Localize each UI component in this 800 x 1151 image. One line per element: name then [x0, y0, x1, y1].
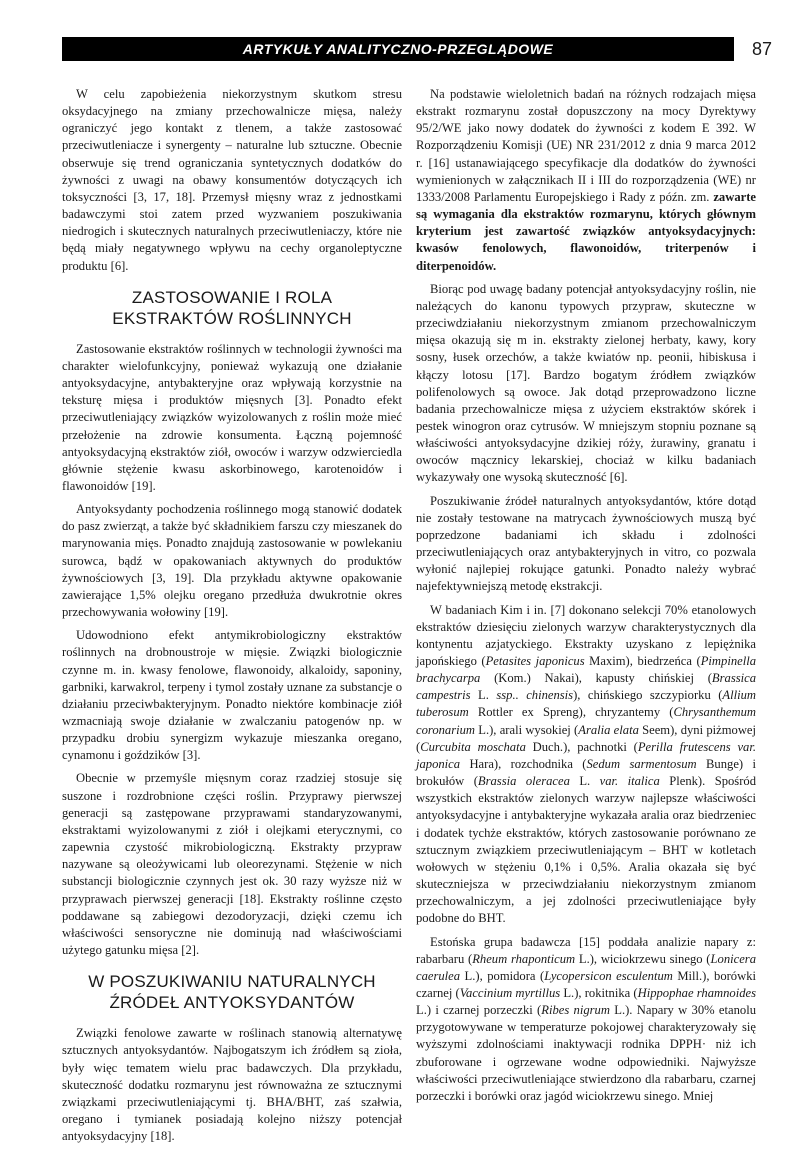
left-column — [62, 86, 402, 1151]
paragraph: W badaniach Kim i in. [7] dokonano selekcji 70% etanolowych ekstraktów dziesięciu zielonych warzyw charakterystycznych dla kontynentu azjatyckiego. Ekstrakty uzyskano z lepiężnika japońskiego (Petasites japonicus Maxim), biedrzeńca (Pimpinella brachycarpa (Kom.) Nakai), kapusty chińskiej (Brassica campestris L. ssp.. chinensis), chińskiego szczypiorku (Allium tuberosum Rottler ex Spreng), chryzantemy (Chrysanthemum coronarium L.), arali wysokiej (Aralia elata Seem), dyni piżmowej (Curcubita moschata Duch.), pachnotki (Perilla frutescens var. japonica Hara), rozchodnika (Sedum sarmentosum Bunge) i brokułów (Brassia oleracea L. var. italica Plenk). Spośród wszystkich ekstraktów zielonych warzyw najlepsze właściwości antyoksydacyjne i antybakteryjne wykazała aralia oraz biedrzeniec i dodatek tychże ekstraktów, których zastosowanie porównano ze sztucznym związkiem przeciwutleniającym – BHT w kotletach wołowych w stężeniu 0,1% i 0,5%. Aralia okazała się być skuteczniejsza w przeciwdziałaniu niekorzystnym zmianom przechowalniczym, a jej zdolności przeciwutleniające były podobne do BHT. — [416, 602, 756, 926]
paragraph: Antyoksydanty pochodzenia roślinnego mogą stanowić dodatek do pasz zwierząt, a także być składnikiem farszu czy mieszanek do marynowania mięs. Ponadto znajdują zastosowanie w powlekaniu surowca, bądź w opakowaniach aktywnych do produktów żywnościowych [3, 19]. Dla przykładu aktywne opakowanie zawierające 1,5% olejku oregano przedłuża dwukrotnie okres przechowywania wołowiny [19]. — [62, 502, 402, 620]
section-heading-application: ZASTOSOWANIE I ROLA EKSTRAKTÓW ROŚLINNYCH — [112, 287, 352, 328]
section-title: ARTYKUŁY ANALITYCZNO-PRZEGLĄDOWE — [242, 41, 554, 57]
paragraph: Obecnie w przemyśle mięsnym coraz rzadziej stosuje się suszone i rozdrobnione części roślin. Przyprawy pierwszej generacji są zastępowane przyprawami standaryzowanymi, ekstraktami wyizolowanymi z ziół i olejkami eterycznymi, co zapewnia czystość mikrobiologiczną. Ekstrakty przypraw nazywane są oleożywicami lub oleorezynami. Stężenie w nich substancji biologicznie czynnych jest ok. 30 razy wyższe niż w przyprawach pierwszej generacji [18]. Ekstrakty roślinne często poddawane są zabiegowi dezodoryzacji, dzięki czemu ich właściwości sensoryczne nie dominują nad właściwościami użytego gatunku mięsa [2]. — [62, 771, 402, 958]
section-heading-natural-sources: W POSZUKIWANIU NATURALNYCH ŹRÓDEŁ ANTYOKSYDANTÓW — [88, 972, 376, 1013]
page-number: 87 — [751, 39, 773, 59]
paragraph: Estońska grupa badawcza [15] poddała analizie napary z: rabarbaru (Rheum rhaponticum L.), wiciokrzewu sinego (Lonicera caerulea L.), pomidora (Lycopersicon esculentum Mill.), borówki czarnej (Vaccinium myrtillus L.), rokitnika (Hippophae rhamnoides L.) i czarnej porzeczki (Ribes nigrum L.). Napary w 30% etanolu przygotowywane w temperaturze pokojowej charakteryzowały się wyższymi zdolnościami inaktywacji rodnika DPPH· niż ich zbuforowane i ogrzewane wodne odpowiedniki. Najwyższe właściwości przeciwutleniające stwierdzono dla rabarbaru, czarnej porzeczki i borówki oraz jagód wiciokrzewu sinego. Mniej — [416, 934, 756, 1103]
bold-statement: zawarte są wymagania dla ekstraktów rozmarynu, których głównym kryterium jest zawartość związków antyoksydacyjnych: kwasów fenolowych, flawonoidów, triterpenów i diterpenoidów. — [416, 189, 756, 273]
paragraph: Poszukiwanie źródeł naturalnych antyoksydantów, które dotąd nie zostały testowane na matrycach żywnościowych muszą być poprzedzone badaniami ich składu i zdolności przeciwutleniających oraz antybakteryjnych in vitro, co pozwala wyłonić najlepiej rokujące gatunki. Ponadto należy wybrać najefektywniejszą metodę ekstrakcji. — [416, 493, 756, 594]
section-header-bar — [62, 37, 734, 61]
paragraph: Związki fenolowe zawarte w roślinach stanowią alternatywę sztucznych antyoksydantów. Najbogatszym ich źródłem są zioła, były więc tematem wielu prac badawczych. Dla przykładu, skuteczność dodatku rozmarynu jest równoważna ze sztucznymi związkami przeciwutleniającymi tj. BHA/BHT, zaś szałwia, oregano i tymianek posiadają kolejno niższy potencjał antyoksydacyjny [18]. — [62, 1026, 402, 1144]
paragraph: Na podstawie wieloletnich badań na różnych rodzajach mięsa ekstrakt rozmarynu został dopuszczony na mocy Dyrektywy 95/2/WE jako nowy dodatek do żywności z kodem E 392. W Rozporządzeniu Komisji (UE) NR 231/2012 z dnia 9 marca 2012 r. [16] ustanawiającego specyfikacje dla dodatków do żywności wymienionych w załącznikach II i III do rozporządzenia (WE) nr 1333/2008 Parlamentu Europejskiego i Rady z późn. zm. zawarte są wymagania dla ekstraktów rozmarynu, których głównym kryterium jest zawartość związków antyoksydacyjnych: kwasów fenolowych, flawonoidów, triterpenów i diterpenoidów. — [416, 87, 756, 273]
right-column — [416, 86, 756, 1111]
paragraph: W celu zapobieżenia niekorzystnym skutkom stresu oksydacyjnego na zmiany przechowalnicze mięsa, należy ograniczyć jego kontakt z tlenem, a także zastosować przeciwutleniacze i synergenty – naturalne lub sztuczne. Obecnie obserwuje się trend ograniczania syntetycznych dodatków do żywności z uwagi na obawy konsumentów dotyczących ich toksyczności [3, 17, 18]. Przemysł mięsny wraz z jednostkami badawczymi stoi zatem przed wyzwaniem poszukiwania niedrogich i skutecznych naturalnych przeciwutleniaczy, które nie będą miały negatywnego wpływu na cechy organoleptyczne produktu [6]. — [62, 87, 402, 273]
paragraph: Udowodniono efekt antymikrobiologiczny ekstraktów roślinnych na drobnoustroje w mięsie. Związki biologicznie czynne m. in. kwasy fenolowe, flawonoidy, alkaloidy, saponiny, garbniki, karwakrol, terpeny i tymol zostały uznane za substancje o działaniu przeciwbakteryjnym. Ponadto niektóre kombinacje ziół wzmacniają swoje działanie w zwalczaniu patogenów np. w przypadku drobiu synergizm wykazuje mieszanka oregano, cynamonu i goździków [3]. — [62, 628, 402, 763]
paragraph: Biorąc pod uwagę badany potencjał antyoksydacyjny roślin, nie należących do kanonu typowych przypraw, skuteczne w przeciwdziałaniu niekorzystnym zmianom przechowalniczym mięsa okazują się m in. ekstrakty zielonej herbaty, kawy, kory sosny, łusek orzechów, a także kwiatów np. peonii, hibiskusa i kłączy lotosu [17]. Bardzo bogatym źródłem związków polifenolowych są owoce. Jak dotąd przeprowadzono liczne badania przechowalnicze mięsa z użyciem ekstraktów skórek i pestek winogron oraz cytrusów. W mniejszym stopniu poznane są właściwości antyoksydacyjne dzikiej róży, żurawiny, granatu i owoców mącznicy lekarskiej, chociaż w kilku badaniach wykazywały one wysoką skuteczność [6]. — [416, 281, 756, 485]
paragraph: Zastosowanie ekstraktów roślinnych w technologii żywności ma charakter wielofunkcyjny, ponieważ wykazują one działanie antyoksydacyjne, antybakteryjne oraz wpływają korzystnie na teksturę mięsa i produktów mięsnych [3]. Ponadto efekt przeciwutleniający związków wyizolowanych z roślin może mieć przełożenie na zdrowie konsumenta. Łączną pojemność antyoksydacyjną ekstraktów ziół, owoców i warzyw odzwierciedla głównie stężenie kwasu askorbinowego, karotenoidów i flawonoidów [19]. — [62, 341, 402, 493]
